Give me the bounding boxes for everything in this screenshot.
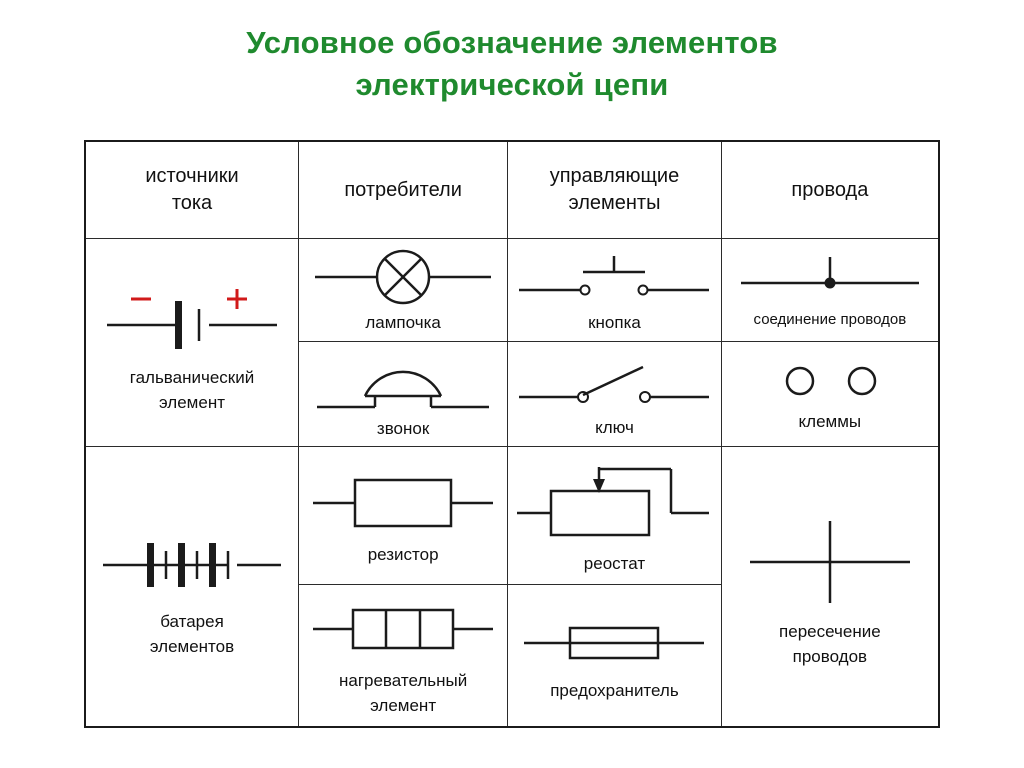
caption-wire-junction: соединение проводов: [753, 311, 907, 329]
header-current-sources-line-2: тока: [171, 192, 213, 214]
caption-fuse: предохранитель: [550, 681, 679, 701]
cell-battery-of-cells: [85, 447, 299, 727]
caption-push-button: кнопка: [588, 313, 641, 333]
cell-galvanic-element: [85, 239, 299, 447]
header-consumers-line-1: потребители: [344, 178, 462, 201]
cell-terminals: [721, 341, 939, 446]
table-row: [85, 239, 939, 342]
cell-fuse: [508, 585, 722, 727]
fuse-symbol: [514, 610, 714, 676]
caption-rheostat: реостат: [583, 554, 646, 574]
caption-heating-element-line-2: элемент: [370, 695, 437, 715]
caption-galvanic-line-1: гальванический: [129, 367, 255, 387]
page-title-line-2: электрической цепи: [355, 67, 669, 102]
caption-wire-crossing-line-1: пересечение: [779, 621, 881, 641]
symbols-table-wrapper: [84, 140, 940, 728]
header-current-sources-line-1: источники: [145, 165, 239, 187]
cell-switch-key: [508, 341, 722, 446]
cell-heating-element: [299, 585, 508, 727]
cell-wire-crossing: [721, 447, 939, 727]
resistor-symbol: [303, 466, 503, 540]
page-title-line-1: Условное обозначение элементов: [246, 25, 778, 60]
header-control-elements-line-2: элементы: [568, 192, 661, 214]
caption-resistor: резистор: [367, 545, 439, 565]
terminals-symbol: [730, 357, 930, 407]
cell-push-button: [508, 239, 722, 342]
rheostat-symbol: [509, 457, 719, 549]
table-header-row: [85, 141, 939, 239]
lamp-symbol: [303, 246, 503, 308]
cell-bell: [299, 341, 508, 446]
header-wires-line-1: провода: [791, 178, 869, 201]
push-button-symbol: [509, 246, 719, 308]
header-wires: [721, 141, 939, 239]
header-current-sources: [85, 141, 299, 239]
header-control-elements: [508, 141, 722, 239]
heating-element-symbol: [303, 596, 503, 666]
header-consumers: [299, 141, 508, 239]
cell-wire-junction: [721, 239, 939, 342]
caption-battery-line-2: элементов: [149, 636, 235, 656]
caption-wire-crossing-line-2: проводов: [792, 646, 868, 666]
wire-junction-symbol: [725, 249, 935, 305]
caption-lamp: лампочка: [365, 313, 441, 333]
battery-stack-symbol: [87, 517, 297, 607]
caption-bell: звонок: [376, 418, 430, 438]
cell-lamp: [299, 239, 508, 342]
switch-key-symbol: [509, 351, 719, 413]
caption-heating-element-line-1: нагревательный: [338, 670, 468, 690]
caption-battery-line-1: батарея: [160, 611, 224, 631]
header-control-elements-line-1: управляющие: [549, 165, 680, 187]
bell-symbol: [303, 350, 503, 414]
caption-galvanic-line-2: элемент: [159, 392, 225, 412]
cell-resistor: [299, 447, 508, 585]
page-title: [0, 0, 1024, 106]
wire-crossing-symbol: [730, 507, 930, 617]
cell-rheostat: [508, 447, 722, 585]
battery-cell-symbol: [87, 273, 297, 363]
caption-switch-key: ключ: [595, 417, 634, 437]
table-row: [85, 447, 939, 585]
symbols-table: [84, 140, 940, 728]
caption-terminals: клеммы: [798, 411, 862, 431]
